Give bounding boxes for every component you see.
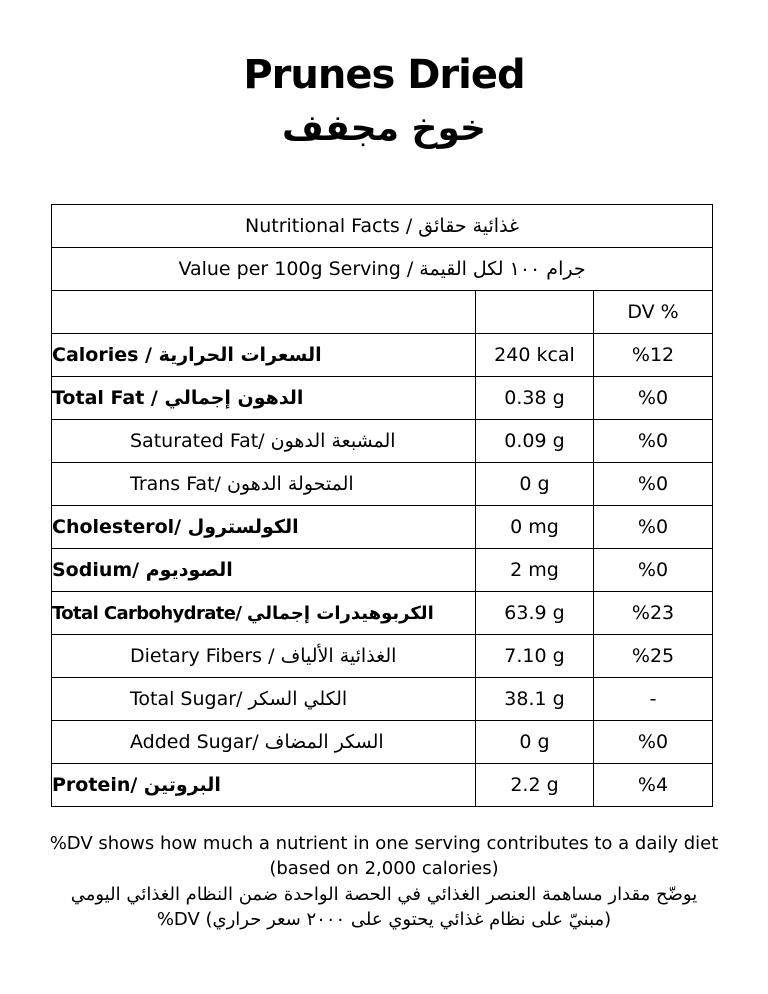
nutrient-dv: %4 — [594, 764, 713, 807]
nutrient-name: Cholesterol/ الكولسترول — [52, 506, 476, 549]
product-title-arabic: خوخ مجفف — [281, 108, 486, 149]
table-heading: Nutritional Facts / غذائية حقائق — [52, 205, 713, 248]
nutrient-value: 0 g — [476, 721, 594, 764]
nutrient-dv: %25 — [594, 635, 713, 678]
nutrient-name: Calories / السعرات الحرارية — [52, 334, 476, 377]
serving-row — [52, 248, 713, 291]
nutrient-dv: %0 — [594, 549, 713, 592]
nutrient-name: Saturated Fat/ المشبعة الدهون — [52, 420, 476, 463]
nutrient-dv: %0 — [594, 721, 713, 764]
nutrient-name: Added Sugar/ السكر المضاف — [52, 721, 476, 764]
nutrient-name: Total Carbohydrate/ الكربوهيدرات إجمالي — [52, 592, 476, 635]
nutrient-name: Total Sugar/ الكلي السكر — [52, 678, 476, 721]
column-header-row — [52, 291, 713, 334]
nutrient-value: 2 mg — [476, 549, 594, 592]
table-row — [52, 506, 713, 549]
nutrient-value: 2.2 g — [476, 764, 594, 807]
empty-header-cell — [476, 291, 594, 334]
dv-header: DV % — [594, 291, 713, 334]
nutrient-name: Protein/ البروتين — [52, 764, 476, 807]
table-row — [52, 635, 713, 678]
nutrition-facts-table — [51, 204, 713, 807]
nutrient-name: Trans Fat/ المتحولة الدهون — [52, 463, 476, 506]
table-row — [52, 592, 713, 635]
footnote-english-line2: (based on 2,000 calories) — [269, 858, 499, 879]
nutrient-dv: %0 — [594, 377, 713, 420]
table-row — [52, 549, 713, 592]
nutrient-dv: %23 — [594, 592, 713, 635]
nutrient-value: 38.1 g — [476, 678, 594, 721]
table-row — [52, 764, 713, 807]
serving-size: Value per 100g Serving / جرام ١٠٠ لكل القيمة — [52, 248, 713, 291]
table-row — [52, 721, 713, 764]
nutrient-name: Dietary Fibers / الغذائية الألياف — [52, 635, 476, 678]
nutrient-name: Total Fat / الدهون إجمالي — [52, 377, 476, 420]
nutrient-value: 0 mg — [476, 506, 594, 549]
nutrient-value: 0.09 g — [476, 420, 594, 463]
table-row — [52, 420, 713, 463]
product-title: Prunes Dried — [243, 52, 525, 98]
footnote-arabic-line1: يوضّح مقدار مساهمة العنصر الغذائي في الحصة الواحدة ضمن النظام الغذائي اليومي — [70, 884, 698, 905]
nutrient-name: Sodium/ الصوديوم — [52, 549, 476, 592]
nutrient-dv: %0 — [594, 506, 713, 549]
nutrient-value: 240 kcal — [476, 334, 594, 377]
footnote-english-line1: %DV shows how much a nutrient in one serving contributes to a daily diet — [49, 833, 719, 854]
table-row — [52, 463, 713, 506]
table-row — [52, 334, 713, 377]
nutrient-dv: %12 — [594, 334, 713, 377]
nutrient-dv: - — [594, 678, 713, 721]
nutrient-value: 63.9 g — [476, 592, 594, 635]
empty-header-cell — [52, 291, 476, 334]
nutrient-value: 0.38 g — [476, 377, 594, 420]
footnote-arabic-line2: (مبنيّ على نظام غذائي يحتوي على ٢٠٠٠ سعر حراري) DV% — [156, 909, 612, 930]
nutrient-value: 0 g — [476, 463, 594, 506]
table-heading-row — [52, 205, 713, 248]
nutrient-dv: %0 — [594, 420, 713, 463]
nutrient-value: 7.10 g — [476, 635, 594, 678]
table-row — [52, 678, 713, 721]
nutrient-dv: %0 — [594, 463, 713, 506]
table-row — [52, 377, 713, 420]
